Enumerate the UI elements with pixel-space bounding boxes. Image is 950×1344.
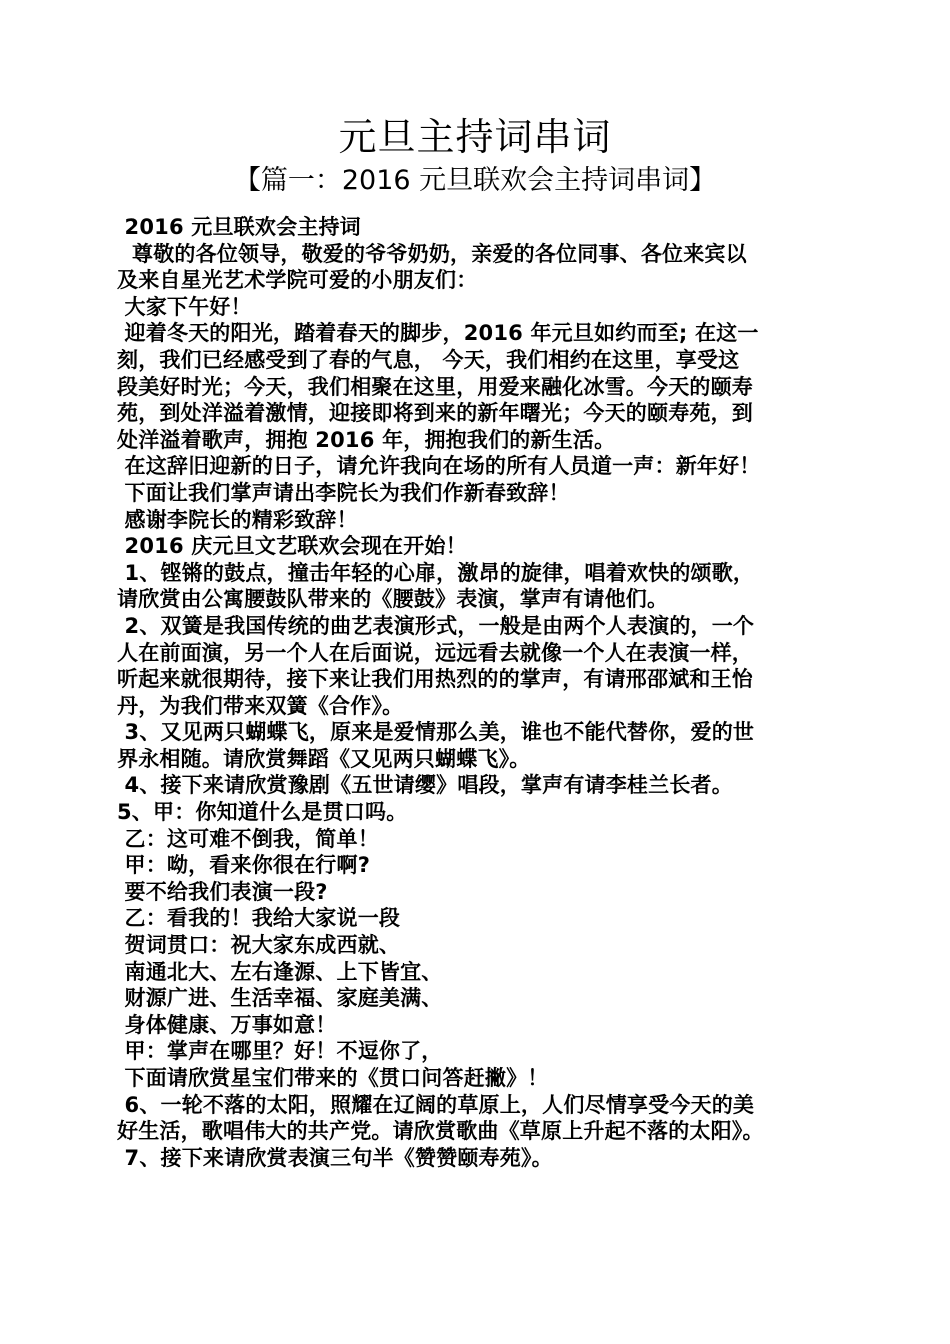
body-line: 财源广进、生活幸福、家庭美满、 — [117, 986, 443, 1011]
document-title: 元旦主持词串词 — [338, 115, 612, 159]
body-line: 要不给我们表演一段? — [117, 879, 328, 904]
document-subtitle: 【篇一：2016 元旦联欢会主持词串词】 — [233, 165, 717, 196]
body-line: 苑，到处洋溢着激情，迎接即将到来的新年曙光；今天的颐寿苑，到 — [117, 401, 753, 426]
body-line: 贺词贯口：祝大家东成西就、 — [117, 933, 401, 958]
body-line: 请欣赏由公寓腰鼓队带来的《腰鼓》表演，掌声有请他们。 — [117, 587, 669, 612]
body-line: 南通北大、左右逢源、上下皆宜、 — [117, 959, 443, 984]
body-line: 7、接下来请欣赏表演三句半《赞赞颐寿苑》。 — [117, 1145, 553, 1170]
body-line: 甲：呦，看来你很在行啊? — [117, 853, 371, 878]
body-line: 好生活，歌唱伟大的共产党。请欣赏歌曲《草原上升起不落的太阳》。 — [117, 1119, 764, 1144]
body-line: 尊敬的各位领导，敬爱的爷爷奶奶，亲爱的各位同事、各位来宾以 — [117, 241, 747, 266]
body-line: 3、又见两只蝴蝶飞，原来是爱情那么美，谁也不能代替你，爱的世 — [117, 720, 755, 745]
body-line: 2016 庆元旦文艺联欢会现在开始！ — [117, 534, 467, 559]
body-line: 2、双簧是我国传统的曲艺表演形式，一般是由两个人表演的，一个 — [117, 613, 755, 638]
body-line: 6、一轮不落的太阳，照耀在辽阔的草原上，人们尽情享受今天的美 — [117, 1092, 755, 1117]
body-line: 处洋溢着歌声，拥抱 2016 年，拥抱我们的新生活。 — [117, 427, 616, 452]
body-line: 5、甲：你知道什么是贯口吗。 — [117, 800, 408, 825]
body-line: 乙：看我的！我给大家说一段 — [117, 906, 401, 931]
body-line: 在这辞旧迎新的日子，请允许我向在场的所有人员道一声：新年好！ — [117, 454, 761, 479]
body-line: 感谢李院长的精彩致辞！ — [117, 507, 358, 532]
body-line: 刻，我们已经感受到了春的气息， 今天，我们相约在这里，享受这 — [117, 347, 740, 372]
body-line: 甲：掌声在哪里？好！不逗你了， — [117, 1039, 443, 1064]
body-line: 及来自星光艺术学院可爱的小朋友们： — [117, 268, 478, 293]
body-line: 段美好时光；今天，我们相聚在这里，用爱来融化冰雪。今天的颐寿 — [117, 374, 753, 399]
body-line: 大家下午好！ — [117, 294, 252, 319]
body-line: 乙：这可难不倒我，简单！ — [117, 826, 379, 851]
body-line: 听起来就很期待，接下来让我们用热烈的的掌声，有请邢邵斌和王怡 — [117, 667, 753, 692]
body-line: 迎着冬天的阳光，踏着春天的脚步，2016 年元旦如约而至; 在这一 — [117, 321, 759, 346]
document-body — [117, 214, 833, 1171]
body-line: 下面让我们掌声请出李院长为我们作新春致辞！ — [117, 480, 570, 505]
body-line: 2016 元旦联欢会主持词 — [117, 215, 361, 239]
body-line: 下面请欣赏星宝们带来的《贯口问答赶撇》！ — [117, 1066, 549, 1090]
body-line: 身体健康、万事如意！ — [117, 1012, 337, 1037]
body-line: 丹，为我们带来双簧《合作》。 — [117, 693, 404, 718]
body-line: 人在前面演，另一个人在后面说，远远看去就像一个人在表演一样， — [117, 640, 753, 665]
body-line: 界永相随。请欣赏舞蹈《又见两只蝴蝶飞》。 — [117, 746, 531, 771]
body-line: 4、接下来请欣赏豫剧《五世请缨》唱段，掌声有请李桂兰长者。 — [117, 773, 733, 798]
body-line: 1、铿锵的鼓点，撞击年轻的心扉，激昂的旋律，唱着欢快的颂歌， — [117, 560, 755, 585]
